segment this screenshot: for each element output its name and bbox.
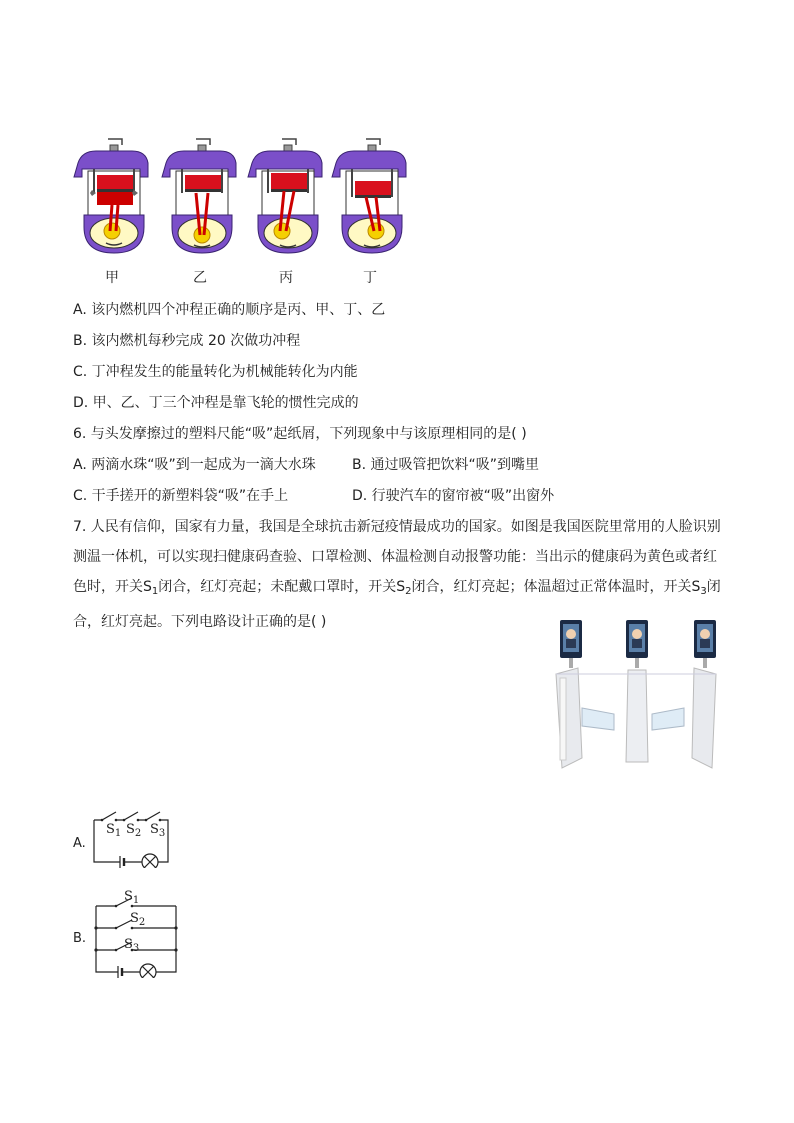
q5-option-b[interactable]: B. 该内燃机每秒完成 20 次做功冲程 <box>73 333 301 349</box>
q6-option-d[interactable]: D. 行驶汽车的窗帘被“吸”出窗外 <box>352 488 555 504</box>
circuit-a-s1-label: $S_1$ <box>106 822 122 839</box>
q6-stem: 6. 与头发摩擦过的塑料尺能“吸”起纸屑，下列现象中与该原理相同的是( ) <box>73 426 527 442</box>
circuit-b-s1-label: $S_1$ <box>124 889 140 906</box>
circuit-diagram-a <box>90 810 172 868</box>
circuit-a-option-label[interactable]: A. <box>73 836 86 851</box>
q5-option-a[interactable]: A. 该内燃机四个冲程正确的顺序是丙、甲、丁、乙 <box>73 302 386 318</box>
engine-diagram-bing <box>246 133 326 258</box>
q5-option-c[interactable]: C. 丁冲程发生的能量转化为机械能转化为内能 <box>73 364 358 380</box>
engine-label-bing: 丙 <box>279 270 293 286</box>
engine-diagram-jia <box>72 133 152 258</box>
q6-option-b[interactable]: B. 通过吸管把饮料“吸”到嘴里 <box>352 457 540 473</box>
engine-diagram-ding <box>330 133 410 258</box>
face-recognition-gate-image <box>552 618 722 770</box>
q6-option-c[interactable]: C. 干手搓开的新塑料袋“吸”在手上 <box>73 488 289 504</box>
q5-option-d[interactable]: D. 甲、乙、丁三个冲程是靠飞轮的惯性完成的 <box>73 395 359 411</box>
circuit-a-s3-label: $S_3$ <box>150 822 166 839</box>
engine-label-jia: 甲 <box>105 270 119 286</box>
q7-line-2: 测温一体机，可以实现扫健康码查验、口罩检测、体温检测自动报警功能：当出示的健康码为黄色或者红 <box>73 549 717 565</box>
circuit-b-s3-label: $S_3$ <box>124 937 140 954</box>
q6-option-a[interactable]: A. 两滴水珠“吸”到一起成为一滴大水珠 <box>73 457 316 473</box>
q7-line-3: 色时，开关$S_1$闭合，红灯亮起；未配戴口罩时，开关$S_2$闭合，红灯亮起；体温超过正常体温时，开关$S_3$闭 <box>73 579 721 597</box>
engine-diagram-row <box>68 133 398 286</box>
circuit-b-option-label[interactable]: B. <box>73 931 87 946</box>
engine-label-yi: 乙 <box>193 270 207 286</box>
q7-line-1: 7. 人民有信仰，国家有力量，我国是全球抗击新冠疫情最成功的国家。如图是我国医院里常用的人脸识别 <box>73 519 721 535</box>
q7-line-4: 合，红灯亮起。下列电路设计正确的是( ) <box>73 614 327 630</box>
engine-diagram-yi <box>160 133 240 258</box>
circuit-a-s2-label: $S_2$ <box>126 822 142 839</box>
engine-label-ding: 丁 <box>363 270 377 286</box>
circuit-b-s2-label: $S_2$ <box>130 911 146 928</box>
circuit-diagram-b <box>90 894 182 978</box>
